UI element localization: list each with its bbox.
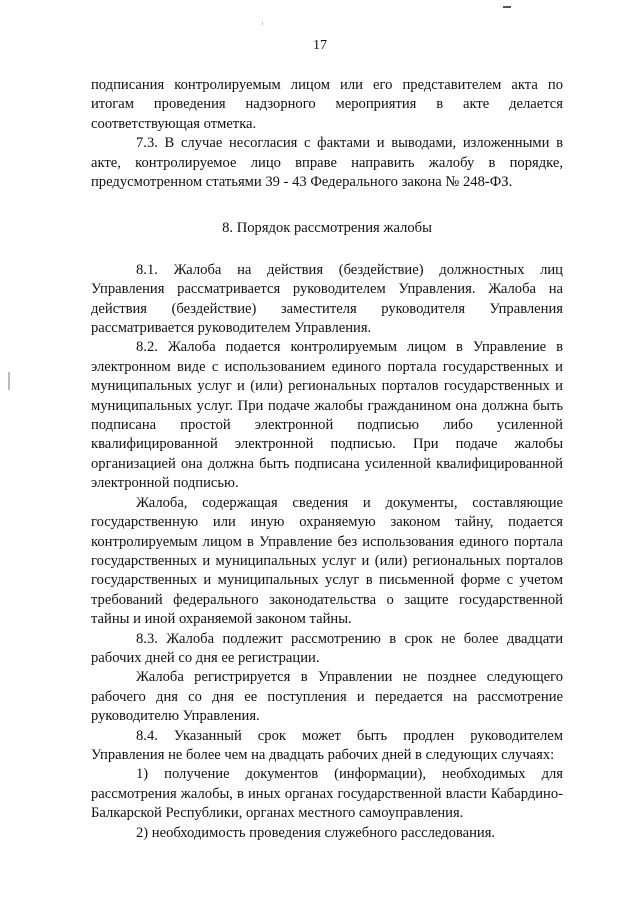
list-item-1: 1) получение документов (информации), необходимых для рассмотрения жалобы, в иных органах государственной власти Кабардино-Балкарской Республики, органах местного самоуправления.: [91, 766, 563, 822]
list-item-2: 2) необходимость проведения служебного расследования.: [136, 824, 496, 841]
paragraph-8-1: 8.1. Жалоба на действия (бездействие) должностных лиц Управления рассматривается руководителем Управления. Жалоба на действия (бездействие) заместителя руководителя Управления рассматривается руководителем Управления.: [91, 261, 563, 337]
paragraph-8-3: 8.3. Жалоба подлежит рассмотрению в срок не более двадцати рабочих дней со дня ее регистрации.: [91, 630, 563, 666]
scan-mark-dot: [262, 22, 263, 25]
paragraph-7-3: 7.3. В случае несогласия с фактами и выводами, изложенными в акте, контролируемое лицо вправе направить жалобу в порядке, предусмотренном статьями 39 - 43 Федерального закона № 248-ФЗ.: [91, 135, 563, 191]
paragraph-8-2: 8.2. Жалоба подается контролируемым лицом в Управление в электронном виде с использованием единого портала государственных и муниципальных услуг и (или) региональных порталов государственных и муниципальных услуг. При подаче жалобы гражданином она должна быть подписана простой электронной подписью либо усиленной квалифицированной электронной подписью. При подаче жалобы организацией она должна быть подписана усиленной квалифицированной электронной подписью.: [91, 339, 563, 492]
page-number: 17: [313, 38, 327, 53]
scan-mark-top: [503, 6, 511, 8]
scan-mark-left: [8, 372, 10, 390]
section-heading: 8. Порядок рассмотрения жалобы: [222, 220, 432, 237]
paragraph-8-2-secret: Жалоба, содержащая сведения и документы, составляющие государственную или иную охраняемую законом тайну, подается контролируемым лицом в Управление без использования единого портала государственных и муниципальных услуг и (или) региональных порталов государственных и муниципальных услуг в письменной форме с учетом требований федерального законодательства о защите государственной тайны и иной охраняемой законом тайны.: [91, 494, 563, 628]
paragraph-8-4: 8.4. Указанный срок может быть продлен руководителем Управления не более чем на двадцать рабочих дней в следующих случаях:: [91, 727, 563, 763]
document-body: [91, 76, 563, 843]
paragraph-continuation: подписания контролируемым лицом или его представителем акта по итогам проведения надзорного мероприятия в акте делается соответствующая отметка.: [91, 77, 563, 132]
paragraph-8-3-registration: Жалоба регистрируется в Управлении не позднее следующего рабочего дня со дня ее поступления и передается на рассмотрение руководителю Управления.: [91, 669, 563, 725]
